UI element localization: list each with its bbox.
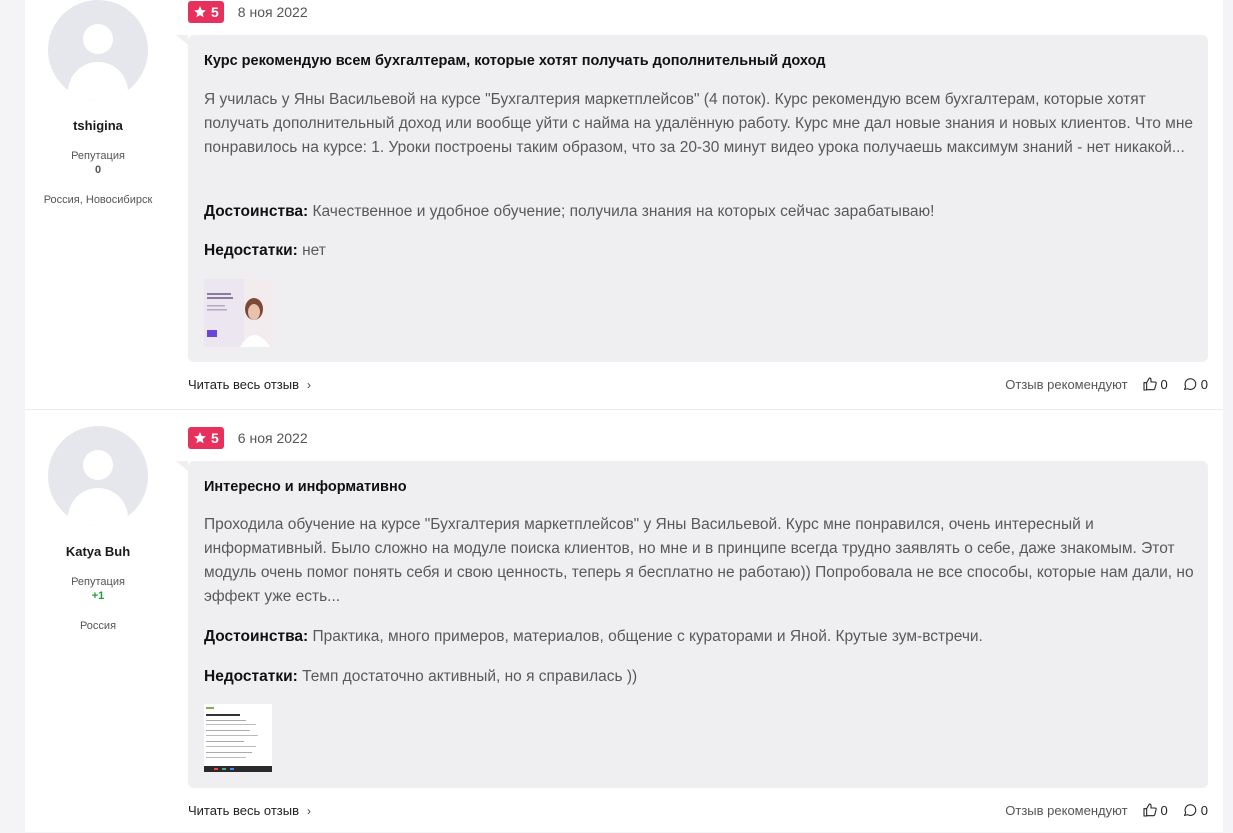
author-name[interactable]: Katya Buh	[65, 544, 131, 559]
photo-preview	[204, 704, 272, 772]
thumbs-up-icon	[1142, 802, 1158, 818]
review-title[interactable]: Курс рекомендую всем бухгалтерам, которые хотят получать дополнительный доход	[204, 53, 826, 69]
cons-label: Недостатки:	[204, 668, 298, 685]
review-card	[188, 35, 1208, 362]
read-more-label: Читать весь отзыв	[188, 803, 300, 818]
comments-button[interactable]	[1182, 802, 1208, 818]
review-title[interactable]: Интересно и информативно	[204, 479, 407, 495]
review-author	[25, 0, 171, 208]
recommend-label: Отзыв рекомендуют	[1005, 802, 1128, 818]
review-date: 8 ноя 2022	[237, 4, 308, 20]
like-button[interactable]	[1142, 802, 1168, 818]
author-location: Россия	[79, 620, 117, 632]
chevron-right-icon: ›	[307, 377, 312, 392]
review-cons	[204, 668, 1194, 686]
reputation-value: +1	[91, 590, 105, 602]
rating-value: 5	[211, 430, 219, 446]
pros-label: Достоинства:	[204, 203, 309, 220]
review-text: Проходила обучение на курсе "Бухгалтерия маркетплейсов" у Яны Васильевой. Курс мне понравился, очень интересный и информативный. Было сложно на модуле поиска клиентов, но мне и в принципе всегда трудно заявлять о себе, даже знакомым. Этот модуль очень помог понять себя и свою ценность, теперь я бесплатно не работаю)) Попробовала не все способы, которые нам дали, но эффект уже есть...	[204, 516, 1194, 605]
review-photo-thumbnail[interactable]	[204, 704, 272, 772]
author-name[interactable]: tshigina	[73, 118, 123, 133]
comments-count: 0	[1200, 376, 1208, 392]
cons-text: Темп достаточно активный, но я справилась ))	[302, 668, 638, 685]
likes-count: 0	[1160, 376, 1168, 392]
chevron-right-icon: ›	[307, 803, 312, 818]
review-pros	[204, 628, 1194, 646]
comment-icon	[1182, 802, 1198, 818]
review-stats	[1005, 802, 1208, 818]
avatar[interactable]	[48, 426, 148, 526]
reputation-label: Репутация	[71, 150, 125, 162]
pros-label: Достоинства:	[204, 628, 309, 645]
rating-badge	[188, 427, 224, 449]
star-icon	[193, 5, 207, 19]
comment-icon	[1182, 376, 1198, 392]
review-pros	[204, 203, 1194, 221]
like-button[interactable]	[1142, 376, 1168, 392]
review-date: 6 ноя 2022	[237, 430, 308, 446]
star-icon	[193, 431, 207, 445]
cons-text: нет	[302, 242, 326, 259]
review-author	[25, 410, 171, 634]
read-more-label: Читать весь отзыв	[188, 377, 300, 392]
pros-text: Практика, много примеров, материалов, общение с кураторами и Яной. Крутые зум-встречи.	[312, 628, 983, 645]
likes-count: 0	[1160, 802, 1168, 818]
review-card	[188, 461, 1208, 788]
read-full-review-link[interactable]	[188, 377, 311, 392]
comments-button[interactable]	[1182, 376, 1208, 392]
thumbs-up-icon	[1142, 376, 1158, 392]
photo-preview	[204, 279, 272, 347]
pros-text: Качественное и удобное обучение; получила знания на которых сейчас зарабатываю!	[312, 203, 935, 220]
comments-count: 0	[1200, 802, 1208, 818]
avatar-placeholder-icon	[83, 24, 113, 54]
review-item	[25, 409, 1223, 833]
reviews-list	[25, 0, 1223, 832]
review-cons	[204, 242, 1194, 260]
review-meta	[188, 1, 308, 23]
read-full-review-link[interactable]	[188, 803, 311, 818]
review-stats	[1005, 376, 1208, 392]
rating-value: 5	[211, 4, 219, 20]
avatar[interactable]	[48, 0, 148, 100]
review-meta	[188, 427, 308, 449]
reputation-value: 0	[94, 164, 102, 176]
reputation-label: Репутация	[71, 576, 125, 588]
review-text: Я училась у Яны Васильевой на курсе "Бухгалтерия маркетплейсов" (4 поток). Курс рекомендую всем бухгалтерам, которые хотят получать дополнительный доход или вообще уйти с найма на удалённую работу. Курс мне дал новые знания и новых клиентов. Что мне понравилось на курсе: 1. Уроки построены таким образом, что за 20-30 минут видео урока получаешь максимум знаний - нет никакой...	[204, 91, 1194, 156]
recommend-label: Отзыв рекомендуют	[1005, 376, 1128, 392]
review-photo-thumbnail[interactable]	[204, 279, 272, 347]
cons-label: Недостатки:	[204, 242, 298, 259]
review-item	[25, 0, 1223, 409]
author-location: Россия, Новосибирск	[43, 194, 153, 206]
avatar-placeholder-icon	[83, 450, 113, 480]
rating-badge	[188, 1, 224, 23]
